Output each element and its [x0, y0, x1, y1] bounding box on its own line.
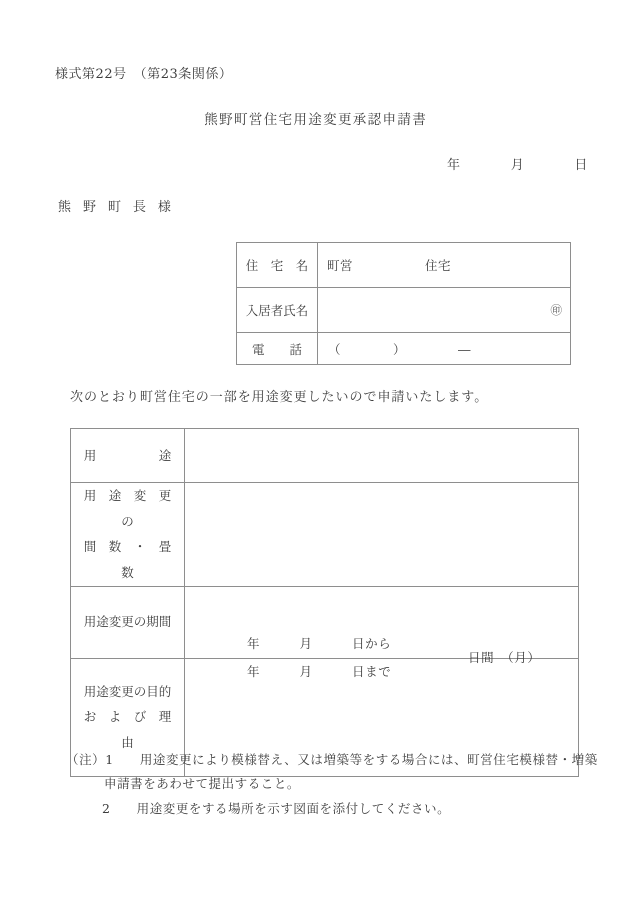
telephone-value-cell[interactable]: [318, 333, 571, 365]
table-row: [71, 429, 579, 483]
reason-label-line-1: 用途変更の目的: [83, 683, 172, 699]
page-title: 熊野町営住宅用途変更承認申請書: [204, 112, 428, 128]
reason-label-line-2: お よ び 理 由: [83, 709, 184, 750]
telephone-open-paren: （: [328, 341, 342, 357]
period-days-field: 日間 （月）: [468, 650, 541, 665]
telephone-label-cell: [237, 333, 318, 365]
application-statement: 次のとおり町営住宅の一部を用途変更したいので申請いたします。: [70, 390, 489, 405]
period-from-field: 年 月 日から: [247, 636, 392, 651]
resident-name-label-cell: [237, 288, 318, 333]
house-name-suffix: 住宅: [425, 258, 452, 273]
house-name-value: [318, 258, 451, 273]
telephone-value: [318, 342, 471, 357]
use-label-cell: [71, 429, 185, 483]
resident-name-label: 入居者氏名: [245, 303, 309, 318]
applicant-table: [236, 242, 571, 365]
note-line-3: 2 用途変更をする場所を示す図面を添付してください。: [102, 800, 451, 816]
note-line-2: 申請書をあわせて提出すること。: [104, 776, 300, 792]
house-name-value-cell[interactable]: [318, 243, 571, 288]
period-label-cell: [71, 586, 185, 658]
date-line: 年 月 日: [447, 158, 607, 173]
telephone-close-paren: ）: [393, 341, 407, 357]
house-name-label-cell: [237, 243, 318, 288]
details-table: [70, 428, 579, 777]
table-row: [237, 288, 571, 333]
addressee: 熊野町長様: [58, 200, 183, 215]
rooms-label-cell: [71, 483, 185, 587]
form-number: 様式第22号 （第23条関係）: [55, 67, 233, 82]
period-label: 用途変更の期間: [83, 614, 172, 630]
telephone-dash: ―: [458, 341, 472, 357]
table-row: [237, 333, 571, 365]
table-row: [71, 483, 579, 587]
note-line-1: （注）1 用途変更により模様替え、又は増築等をする場合には、町営住宅模様替・増築: [66, 752, 598, 767]
notes-section: [66, 748, 606, 821]
house-name-prefix: 町営: [327, 258, 354, 273]
use-value-cell[interactable]: [185, 429, 579, 483]
rooms-value-cell[interactable]: [185, 483, 579, 587]
house-name-label: 住 宅 名: [245, 258, 309, 273]
rooms-label-line-2: 間 数 ・ 畳 数: [83, 539, 184, 580]
table-row: [71, 586, 579, 658]
period-value-cell[interactable]: [185, 586, 579, 679]
period-to-field: 年 月 日まで: [247, 664, 392, 679]
table-row: [237, 243, 571, 288]
telephone-label: 電 話: [251, 341, 302, 357]
rooms-label-line-1: 用 途 変 更 の: [83, 488, 184, 529]
use-label: 用 途: [83, 447, 172, 463]
resident-name-value-cell[interactable]: [318, 288, 571, 333]
seal-icon: ㊞: [550, 303, 562, 317]
